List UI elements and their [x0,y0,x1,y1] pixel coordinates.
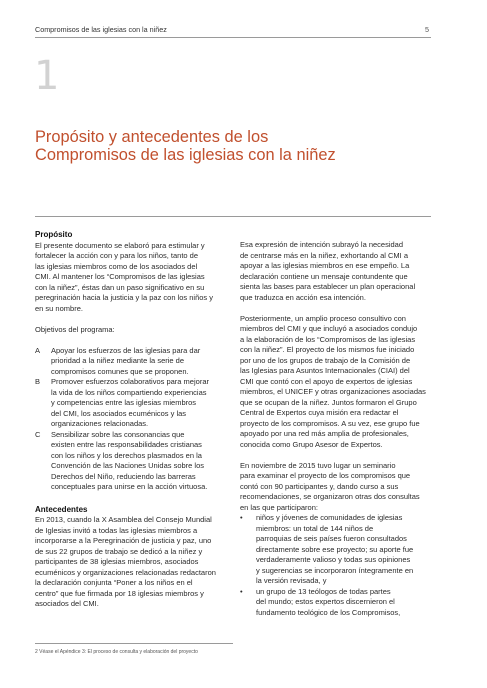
text-line: verdaderamente valioso y todas sus opiniones [256,555,411,564]
text-line: las Iglesias para Asuntos Internacionales (CIAI) del [240,366,410,375]
antecedentes-paragraph [35,515,233,610]
text-line: En 2013, cuando la X Asamblea del Consejo Mundial [35,515,212,524]
chapter-title-line: Compromisos de las iglesias con la niñez [35,146,336,164]
bullet-marker: • [240,513,243,522]
text-line: Posteriormente, un amplio proceso consultivo con [240,313,406,323]
text-line: compromisos comunes que se proponen. [51,366,189,376]
chapter-number: 1 [34,53,60,99]
text-line: un grupo de 13 teólogos de todas partes [256,586,391,596]
text-line: proyecto de los compromisos. A su vez, ese grupo fue [240,418,420,428]
text-line: de centrarse más en la niñez, exhortando al CMI a [240,250,409,260]
text-line: directamente sobre ese proyecto; su aporte fue [256,544,414,554]
item-marker: B [35,377,41,386]
text-line: y competencias entre las iglesias miembros [51,398,197,407]
paragraph-seminar [240,461,436,514]
objective-item-b [35,377,233,430]
text-line: fundamento teológico de los Compromisos, [256,607,401,617]
text-line: Convención de las Naciones Unidas sobre los [51,461,205,470]
text-line: participantes de 38 iglesias miembros, asociados [35,557,199,566]
bullet-item-children [240,513,436,587]
text-line: del mundo; estos expertos discernieron el [256,597,395,606]
footnote: 2 Véase el Apéndice 3: El proceso de consulta y elaboración del proyecto [35,649,198,655]
text-line: en su nombre. [35,303,83,313]
text-line: con los niños y los derechos plasmados en la [51,450,202,460]
text-line: con la niñez”, éstas dan un paso significativo en su [35,282,205,292]
text-line: parroquias de seis países fueron consultados [256,534,407,543]
text-line: fortalecer la acción con y para los niños, tanto de [35,251,199,260]
text-line: prioridad a la niñez mediante la serie de [51,356,184,365]
text-line: apoyar a las iglesias miembros en ese empeño. La [240,261,410,270]
footnote-divider [35,643,233,644]
text-line: El presente documento se elaboró para estimular y [35,240,205,250]
chapter-title-line: Propósito y antecedentes de los [35,128,269,146]
paragraph-consultation [240,314,436,451]
running-title: Compromisos de las iglesias con la niñez [35,25,167,34]
text-line: Promover esfuerzos colaborativos para mejorar [51,377,209,386]
text-line: en las que participaron: [240,502,318,512]
objectives-intro: Objetivos del programa: [35,324,115,334]
text-line: existen entre las responsabilidades cristianas [51,440,202,449]
text-line: la versión revisada, y [256,576,327,585]
text-line: con la niñez”. El proyecto de los mismos fue iniciado [240,345,415,354]
text-line: y sugerencias se incorporaron íntegramente en [256,565,414,575]
text-line: ecuménicos y organizaciones relacionadas redactaron [35,567,216,577]
text-line: En noviembre de 2015 tuvo lugar un seminario [240,460,396,470]
objective-item-a [35,346,233,378]
text-line: del CMI, los asociados ecuménicos y las [51,408,187,418]
text-line: Derechos del Niño, reduciendo las barreras [51,471,196,481]
text-line: miembros: un total de 144 niños de [256,523,374,533]
text-line: peregrinación hacia la justicia y la paz con los niños y [35,293,214,302]
text-line: Sensibilizar sobre las consonancias que [51,429,185,439]
text-line: para examinar el proyecto de los compromisos que [240,471,411,480]
page-number: 5 [425,25,429,34]
title-divider [35,216,431,217]
text-line: conocida como Grupo Asesor de Expertos. [240,439,383,449]
text-line: declaración contiene un mensaje contundente que [240,271,408,281]
text-line: niños y jóvenes de comunidades de iglesias [256,513,403,522]
text-line: CMI. Al mantener los “Compromisos de las iglesias [35,272,205,281]
text-line: Esa expresión de intención subrayó la necesidad [240,240,404,249]
right-column [240,240,436,618]
text-line: de Iglesias invitó a todas las iglesias miembros a [35,525,198,535]
item-marker: A [35,345,41,355]
section-heading-proposito: Propósito [35,230,73,239]
text-line: por uno de los grupos de trabajo de la Comisión de [240,355,411,365]
text-line: conceptuales para unirse en la acción virtuosa. [51,482,208,491]
bullet-marker: • [240,586,243,596]
paragraph-intention [240,240,436,303]
text-line: centro” que fue firmada por 18 iglesias miembros y [35,588,204,598]
text-line: de sus 22 grupos de trabajo se dedicó a la niñez y [35,546,203,556]
text-line: que traduzca en acción esa intención. [240,292,366,302]
bullet-item-theologians [240,587,436,619]
header-divider [35,37,431,38]
text-line: Apoyar los esfuerzos de las iglesias para dar [51,345,201,355]
text-line: incorporarse a la Peregrinación de justicia y paz, uno [35,536,212,545]
left-column [35,230,233,610]
item-marker: C [35,429,41,439]
text-line: la vida de los niños compartiendo experiencias [51,387,207,397]
text-line: sienta las bases para establecer un plan operacional [240,282,416,291]
text-line: contó con 90 participantes y, dando curso a sus [240,481,399,491]
text-line: a la elaboración de los “Compromisos de las iglesias [240,334,416,344]
text-line: miembros, el UNICEF y otras organizaciones asociadas [240,387,426,396]
text-line: CMI que contó con el apoyo de expertos de iglesias [240,376,413,386]
text-line: recomendaciones, se organizaron otras dos consultas [240,492,420,501]
text-line: Central de Expertos cuya misión era redactar el [240,408,399,417]
text-line: miembros del CMI y que incluyó a asociados condujo [240,324,418,333]
section-heading-antecedentes: Antecedentes [35,504,88,514]
text-line: organizaciones relacionadas. [51,419,149,428]
text-line: apoyado por una red más amplia de profesionales, [240,429,409,438]
text-line: que se ocupan de la niñez. Juntos formaron el Grupo [240,397,417,407]
objective-item-c [35,430,233,493]
proposito-paragraph [35,241,233,315]
chapter-title [35,128,435,164]
text-line: asociados del CMI. [35,599,99,608]
text-line: las iglesias miembros como de los asociados del [35,261,198,271]
text-line: la declaración conjunta “Poner a los niños en el [35,578,193,587]
